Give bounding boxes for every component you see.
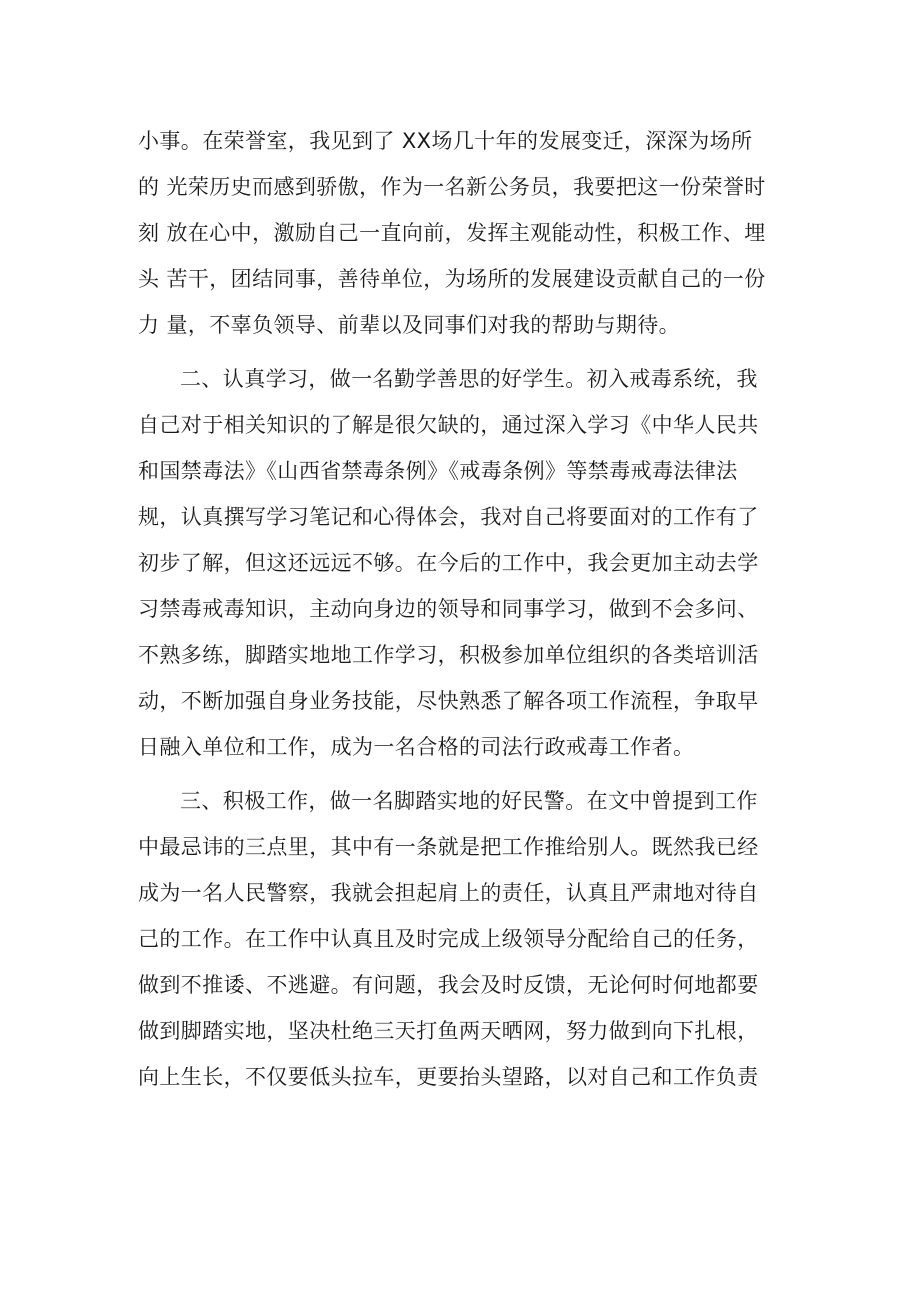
paragraph-2-line-3: 和国禁毒法》《山西省禁毒条例》《戒毒条例》等禁毒戒毒法律法 [138,459,738,483]
paragraph-3-line-4: 己的工作。在工作中认真且及时完成上级领导分配给自己的任务， [138,927,759,951]
paragraph-1-line-4: 头 苦干，团结同事，善待单位，为场所的发展建设贡献自己的一份 [138,267,766,291]
paragraph-2-line-8: 动，不断加强自身业务技能，尽快熟悉了解各项工作流程，争取早 [138,689,759,713]
paragraph-2-line-6: 习禁毒戒毒知识，主动向身边的领导和同事学习，做到不会多问、 [138,597,759,621]
paragraph-1-line-1: 小事。在荣誉室，我见到了 XX场几十年的发展变迁，深深为场所 [138,129,753,153]
paragraph-3-line-5: 做到不推诿、不逃避。有问题，我会及时反馈，无论何时何地都要 [138,973,759,997]
paragraph-2-line-5: 初步了解，但这还远远不够。在今后的工作中，我会更加主动去学 [138,551,759,575]
paragraph-1-line-2: 的 光荣历史而感到骄傲，作为一名新公务员，我要把这一份荣誉时 [138,175,766,199]
paragraph-2-line-9: 日融入单位和工作，成为一名合格的司法行政戒毒工作者。 [138,735,695,759]
paragraph-1-line-5: 力 量，不辜负领导、前辈以及同事们对我的帮助与期待。 [138,313,681,337]
paragraph-3-line-6: 做到脚踏实地，坚决杜绝三天打鱼两天晒网，努力做到向下扎根， [138,1019,759,1043]
paragraph-3-line-1: 三、积极工作，做一名脚踏实地的好民警。在文中曾提到工作 [180,789,758,813]
paragraph-3-line-7: 向上生长，不仅要低头拉车，更要抬头望路，以对自己和工作负责 [138,1065,759,1089]
paragraph-3-line-2: 中最忌讳的三点里，其中有一条就是把工作推给别人。既然我已经 [138,835,759,859]
paragraph-2-line-2: 自己对于相关知识的了解是很欠缺的，通过深入学习《中华人民共 [138,413,759,437]
paragraph-3-line-3: 成为一名人民警察，我就会担起肩上的责任，认真且严肃地对待自 [138,881,759,905]
paragraph-2-line-4: 规，认真撰写学习笔记和心得体会，我对自己将要面对的工作有了 [138,505,759,529]
paragraph-1-line-3: 刻 放在心中，激励自己一直向前，发挥主观能动性，积极工作、埋 [138,221,766,245]
paragraph-2-line-7: 不熟多练，脚踏实地地工作学习，积极参加单位组织的各类培训活 [138,643,759,667]
paragraph-2-line-1: 二、认真学习，做一名勤学善思的好学生。初入戒毒系统，我 [180,367,758,391]
